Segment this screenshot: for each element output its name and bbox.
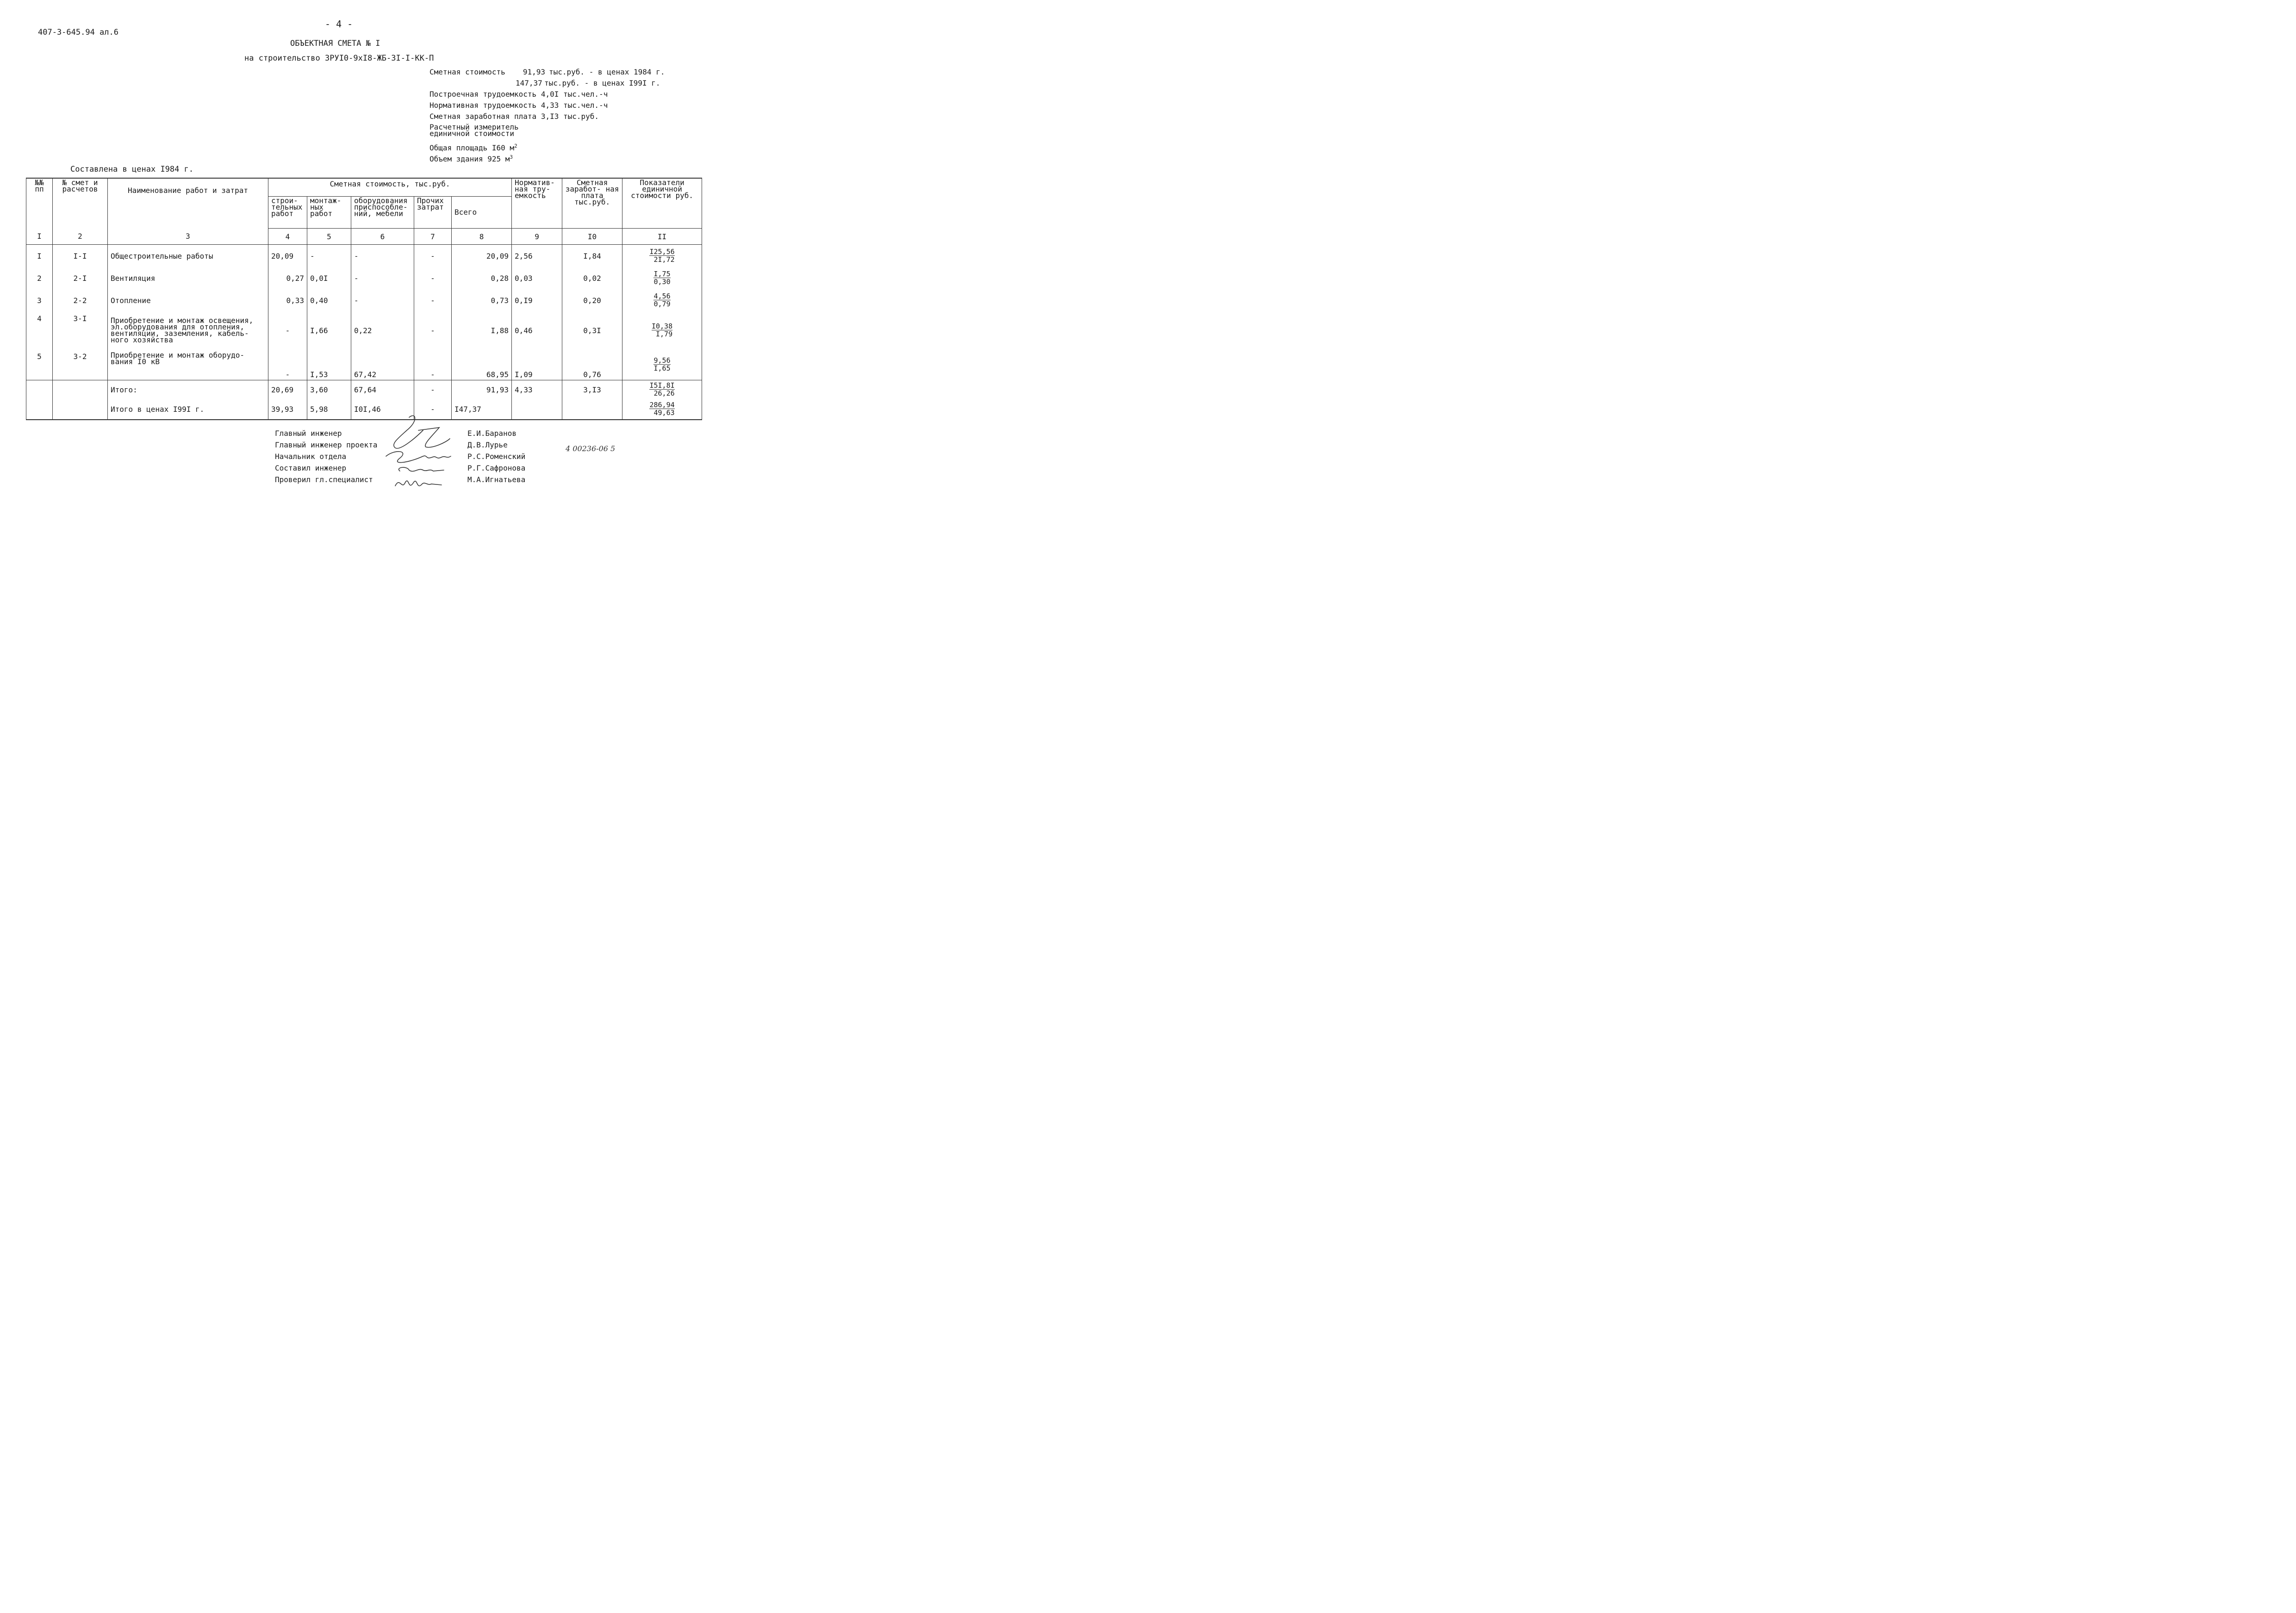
row-no: 3 (26, 289, 53, 311)
col-header-installation: монтаж- ных работ (307, 197, 351, 229)
table-row (26, 349, 702, 380)
row-normative-labor: I,09 (512, 349, 562, 380)
table-row (26, 289, 702, 311)
total-equipment: 67,64 (351, 380, 414, 399)
col-header-estimate-no: № смет и расчетов (53, 178, 108, 229)
col-header-wage: Сметная заработ- ная плата тыс.руб. (562, 178, 622, 229)
signer-title: Главный инженер проекта (275, 440, 378, 449)
row-installation: - (307, 245, 351, 267)
row-no: 4 (26, 311, 53, 349)
row-name: Приобретение и монтаж оборудо- вания I0 кВ (108, 349, 268, 380)
row-unit-cost (622, 245, 702, 267)
column-number: 7 (414, 229, 452, 245)
row-name: Вентиляция (108, 267, 268, 289)
table-row (26, 267, 702, 289)
unit-cost-denominator: I,65 (653, 364, 671, 372)
row-normative-labor: 0,46 (512, 311, 562, 349)
column-number: I0 (562, 229, 622, 245)
signer-title: Начальник отдела (275, 452, 347, 461)
page-number: - 4 - (325, 19, 353, 30)
construction-labor-line (429, 89, 665, 100)
row-unit-cost (622, 267, 702, 289)
estimated-cost-1984-line (429, 67, 665, 78)
estimated-cost-label: Сметная стоимость (429, 68, 505, 76)
table-header-row (26, 178, 702, 197)
row-estimate-no: 3-I (53, 311, 108, 349)
total-label: Итого: (108, 380, 268, 399)
total-other: - (414, 380, 452, 399)
document-subtitle: на строительство ЗРУI0-9хI8-ЖБ-3I-I-КК-П (244, 54, 434, 63)
estimated-cost-1991-value: 147,37 (516, 79, 542, 87)
row-estimate-no: 3-2 (53, 349, 108, 380)
row-estimate-no: 2-I (53, 267, 108, 289)
unit-cost-denominator: 2I,72 (653, 255, 675, 264)
column-number: 8 (452, 229, 512, 245)
row-installation: I,66 (307, 311, 351, 349)
row-wage: I,84 (562, 245, 622, 267)
row-other: - (414, 349, 452, 380)
unit-cost-denominator: 0,30 (653, 278, 671, 286)
row-estimate-no: I-I (53, 245, 108, 267)
area-unit: м (510, 143, 515, 153)
row-total: I,88 (452, 311, 512, 349)
row-normative-labor: 0,03 (512, 267, 562, 289)
wage-value: 3,I3 (541, 112, 559, 121)
row-normative-labor: 0,I9 (512, 289, 562, 311)
row-equipment: - (351, 289, 414, 311)
row-no: 2 (26, 267, 53, 289)
total-1991-equipment: I0I,46 (351, 399, 414, 420)
row-construction: 0,27 (268, 267, 307, 289)
wage-label: Сметная заработная плата (429, 112, 537, 121)
row-equipment: 0,22 (351, 311, 414, 349)
construction-labor-value: 4,0I (541, 90, 559, 99)
row-normative-labor: 2,56 (512, 245, 562, 267)
column-number: 5 (307, 229, 351, 245)
row-unit-cost (622, 349, 702, 380)
column-number-row (26, 229, 702, 245)
estimated-cost-1984-unit: тыс.руб. - в ценах 1984 г. (549, 68, 665, 76)
row-installation: I,53 (307, 349, 351, 380)
column-number: 3 (108, 229, 268, 245)
total-installation: 3,60 (307, 380, 351, 399)
column-number: 9 (512, 229, 562, 245)
col-header-construction: строи- тельных работ (268, 197, 307, 229)
total-normative-labor: 4,33 (512, 380, 562, 399)
unit-cost-numerator: I5I,8I (649, 381, 675, 390)
col-header-name: Наименование работ и затрат (108, 178, 268, 229)
estimated-cost-1991-line (429, 78, 665, 89)
total-1991-label: Итого в ценах I99I г. (108, 399, 268, 420)
row-construction: - (268, 311, 307, 349)
unit-meter-line2: единичной стоимости (429, 129, 515, 138)
estimated-cost-1991-unit: тыс.руб. - в ценах I99I г. (544, 79, 660, 87)
col-header-other: Прочих затрат (414, 197, 452, 229)
row-other: - (414, 267, 452, 289)
volume-value: 925 (487, 155, 501, 164)
column-number: I (26, 229, 53, 245)
normative-labor-label: Нормативная трудоемкость (429, 101, 537, 110)
col-header-no: №№ пп (26, 178, 53, 229)
signer-name: Е.И.Баранов (467, 429, 516, 438)
total-1991-total: I47,37 (452, 399, 512, 420)
unit-cost-numerator: 4,56 (653, 292, 671, 300)
total-1991-row (26, 399, 702, 420)
total-unit-cost (622, 380, 702, 399)
row-name: Общестроительные работы (108, 245, 268, 267)
col-header-normative-labor: Норматив- ная тру- емкость (512, 178, 562, 229)
table-row (26, 311, 702, 349)
document-code: 407-3-645.94 ал.6 (38, 28, 118, 37)
unit-cost-denominator: 49,63 (653, 409, 675, 417)
row-installation: 0,0I (307, 267, 351, 289)
row-construction: 20,09 (268, 245, 307, 267)
total-total: 91,93 (452, 380, 512, 399)
row-equipment: - (351, 245, 414, 267)
row-wage: 0,76 (562, 349, 622, 380)
unit-cost-denominator: 26,26 (653, 389, 675, 397)
volume-line (429, 152, 665, 163)
total-1991-installation: 5,98 (307, 399, 351, 420)
handwritten-note: 4 00236-06 5 (566, 444, 616, 453)
unit-cost-numerator: I25,56 (649, 248, 675, 256)
normative-labor-line (429, 100, 665, 111)
row-total: 20,09 (452, 245, 512, 267)
total-wage: 3,I3 (562, 380, 622, 399)
construction-labor-label: Построечная трудоемкость (429, 90, 537, 99)
row-no: 5 (26, 349, 53, 380)
row-unit-cost (622, 289, 702, 311)
cost-summary (429, 67, 665, 163)
column-number: 2 (53, 229, 108, 245)
wage-unit: тыс.руб. (563, 112, 599, 121)
row-construction: - (268, 349, 307, 380)
signer-title: Главный инженер (275, 429, 342, 438)
composed-in-prices: Составлена в ценах I984 г. (70, 165, 194, 174)
row-equipment: - (351, 267, 414, 289)
col-header-unit-cost: Показатели единичной стоимости руб. (622, 178, 702, 229)
unit-cost-numerator: I0,38 (651, 322, 673, 330)
row-other: - (414, 289, 452, 311)
table-row (26, 245, 702, 267)
column-number: 6 (351, 229, 414, 245)
column-number: II (622, 229, 702, 245)
estimated-cost-1984-value: 91,93 (523, 68, 545, 76)
volume-exponent: 3 (510, 154, 513, 160)
construction-labor-unit: тыс.чел.-ч (563, 90, 608, 99)
signer-name: Р.С.Роменский (467, 452, 526, 461)
row-other: - (414, 245, 452, 267)
volume-label: Объем здания (429, 155, 483, 164)
unit-cost-denominator: I,79 (656, 330, 673, 338)
volume-unit: м (505, 155, 510, 164)
signer-name: М.А.Игнатьева (467, 475, 526, 484)
row-installation: 0,40 (307, 289, 351, 311)
col-header-cost-group: Сметная стоимость, тыс.руб. (268, 178, 512, 197)
handwritten-signatures (381, 412, 460, 495)
wage-line (429, 111, 665, 122)
area-exponent: 2 (514, 143, 517, 149)
row-wage: 0,02 (562, 267, 622, 289)
col-header-total: Всего (452, 197, 512, 229)
signer-name: Д.В.Лурье (467, 440, 508, 449)
row-name: Приобретение и монтаж освещения, эл.оборудования для отопления, вентиляции, заземления, кабель- ного хозяйства (108, 311, 268, 349)
signer-name: Р.Г.Сафронова (467, 464, 526, 472)
total-1991-unit-cost (622, 399, 702, 420)
row-total: 68,95 (452, 349, 512, 380)
signer-names (467, 428, 525, 485)
unit-cost-numerator: 286,94 (649, 401, 675, 409)
area-value: I60 (492, 143, 505, 153)
row-equipment: 67,42 (351, 349, 414, 380)
signer-title: Составил инженер (275, 464, 347, 472)
row-estimate-no: 2-2 (53, 289, 108, 311)
signature-titles (275, 428, 378, 485)
area-line (429, 141, 665, 152)
signer-title: Проверил гл.специалист (275, 475, 373, 484)
column-number: 4 (268, 229, 307, 245)
unit-meter-caption (429, 122, 665, 141)
row-wage: 0,20 (562, 289, 622, 311)
total-row (26, 380, 702, 399)
area-label: Общая площадь (429, 143, 488, 153)
unit-cost-numerator: I,75 (653, 270, 671, 278)
row-name: Отопление (108, 289, 268, 311)
estimate-table (26, 178, 702, 420)
total-1991-other: - (414, 399, 452, 420)
row-no: I (26, 245, 53, 267)
row-other: - (414, 311, 452, 349)
row-wage: 0,3I (562, 311, 622, 349)
unit-cost-denominator: 0,79 (653, 300, 671, 308)
row-total: 0,73 (452, 289, 512, 311)
total-construction: 20,69 (268, 380, 307, 399)
total-1991-construction: 39,93 (268, 399, 307, 420)
col-header-equipment: оборудования приспособле- ний, мебели (351, 197, 414, 229)
unit-meter-line1: Расчетный измеритель (429, 123, 519, 131)
normative-labor-unit: тыс.чел.-ч (563, 101, 608, 110)
document-title: ОБЪЕКТНАЯ СМЕТА № I (290, 39, 380, 48)
row-unit-cost (622, 311, 702, 349)
row-total: 0,28 (452, 267, 512, 289)
row-construction: 0,33 (268, 289, 307, 311)
normative-labor-value: 4,33 (541, 101, 559, 110)
unit-cost-numerator: 9,56 (653, 356, 671, 365)
